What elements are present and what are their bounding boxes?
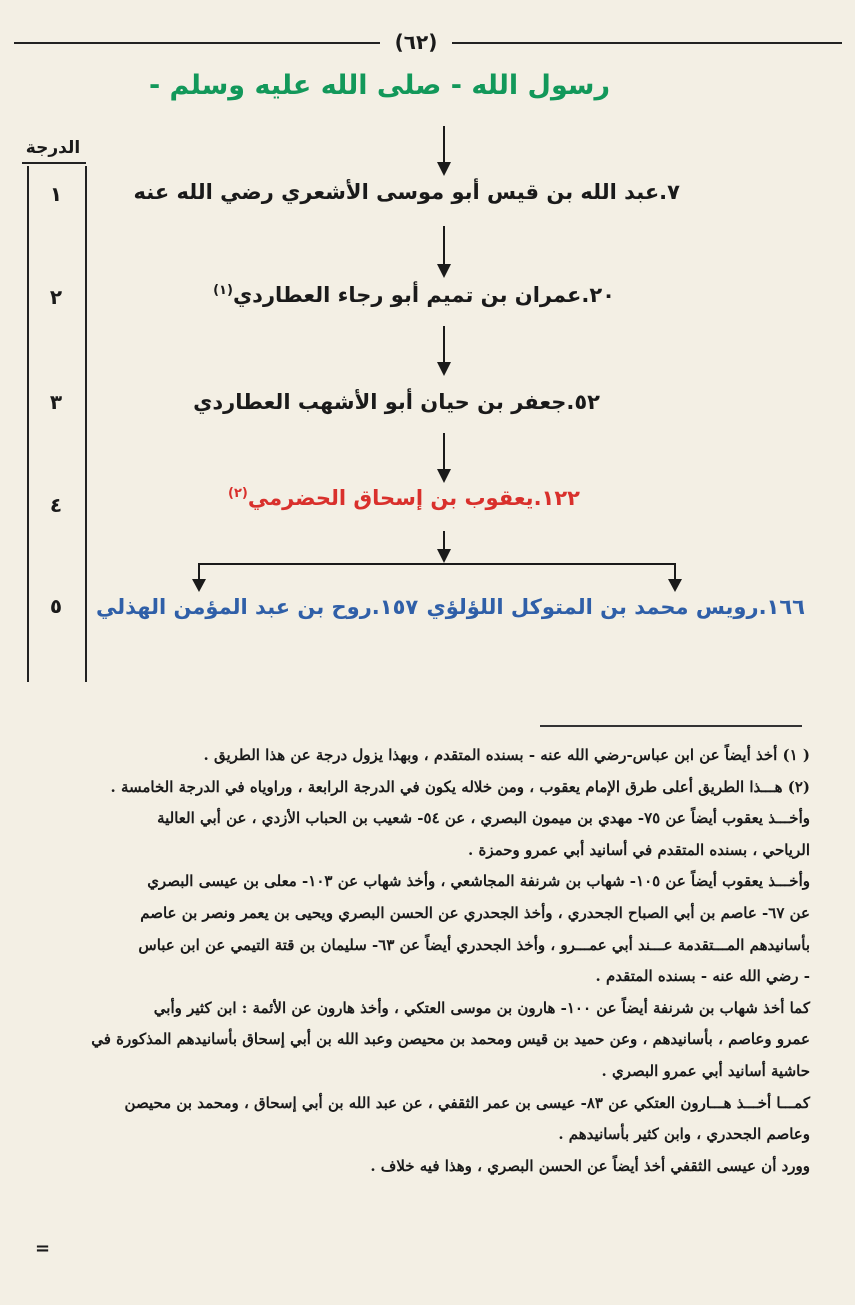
degree-4: ٤ <box>49 493 63 517</box>
degree-3: ٣ <box>49 390 63 414</box>
degree-column-right-border <box>85 166 87 682</box>
footnote-ref-2: (٢) <box>228 486 248 501</box>
chain-node-2: ٢٠.عمران بن تميم أبو رجاء العطاردي$^{(١)}$ <box>213 283 615 307</box>
footnote-line: حاشية أسانيد أبي عمرو البصري . <box>601 1061 810 1080</box>
degree-column-left-border <box>27 166 29 682</box>
header-rule-right <box>452 42 842 44</box>
down-arrow-icon <box>437 226 451 278</box>
footnote-line: وأخـــذ يعقوب أيضاً عن ٧٥- مهدي بن ميمون البصري ، عن ٥٤- شعيب بن الحباب الأزدي ، عن أبي العالية <box>157 809 810 828</box>
degree-column-header: الدرجة <box>25 138 81 158</box>
chain-title: رسول الله - صلى الله عليه وسلم - <box>148 70 610 101</box>
chain-node-4: ١٢٢.يعقوب بن إسحاق الحضرمي$^{(٢)}$ <box>228 486 580 510</box>
page-number: (٦٢) <box>394 30 438 54</box>
chain-node-5-right: ١٦٦.رويس محمد بن المتوكل اللؤلؤي <box>426 595 805 619</box>
down-arrow-icon <box>437 126 451 176</box>
footnote-line: كما أخذ شهاب بن شرنفة أيضاً عن ١٠٠- هارون بن موسى العتكي ، وأخذ هارون عن الأئمة : ابن كثير وأبي <box>153 998 810 1017</box>
footnotes <box>20 740 810 1182</box>
footnote-line: ( ١) أخذ أيضاً عن ابن عباس-رضي الله عنه - بسنده المتقدم ، وبهذا يزول درجة عن هذا الطريق . <box>203 746 810 764</box>
footnote-line: بأسانيدهم المـــتقدمة عـــند أبي عمـــرو ، وأخذ الجحدري أيضاً عن ٦٣- سليمان بن قتة التيمي عن ابن عباس <box>138 935 810 954</box>
branch-connector-left <box>198 563 200 579</box>
footnote-line: عمرو وعاصم ، بأسانيدهم ، وعن حميد بن قيس ومحمد بن محيصن وعبد الله بن أبي إسحاق بأسانيدهم المذكورة في <box>91 1030 810 1049</box>
down-arrow-icon <box>437 531 451 563</box>
footnote-ref-1: (١) <box>213 283 233 298</box>
chain-node-1: ٧.عبد الله بن قيس أبو موسى الأشعري رضي الله عنه <box>133 180 680 204</box>
footnote-line: (٢) هـــذا الطريق أعلى طرق الإمام يعقوب ، ومن خلاله يكون في الدرجة الرابعة ، وراوياه في الدرجة الخامسة . <box>110 777 810 796</box>
footnote-line: - رضي الله عنه - بسنده المتقدم . <box>595 967 810 986</box>
down-arrow-icon <box>437 326 451 376</box>
continuation-mark: = <box>35 1238 51 1259</box>
footnote-line: وعاصم الجحدري ، وابن كثير بأسانيدهم . <box>558 1125 810 1144</box>
footnote-line: كمـــا أخـــذ هـــارون العتكي عن ٨٣- عيسى بن عمر الثقفي ، عن عبد الله بن أبي إسحاق ، ومحمد بن محيصن <box>124 1093 810 1112</box>
down-arrow-icon <box>668 579 682 592</box>
page-header <box>14 30 842 54</box>
footnote-line: الرياحي ، بسنده المتقدم في أسانيد أبي عمرو وحمزة . <box>468 840 810 859</box>
branch-connector <box>198 563 675 565</box>
degree-2: ٢ <box>49 285 63 309</box>
down-arrow-icon <box>437 433 451 483</box>
branch-connector-right <box>674 563 676 579</box>
footnote-line: وورد أن عيسى الثقفي أخذ أيضاً عن الحسن البصري ، وهذا فيه خلاف . <box>370 1156 810 1175</box>
down-arrow-icon <box>192 579 206 592</box>
chain-node-3: ٥٢.جعفر بن حيان أبو الأشهب العطاردي <box>193 390 600 414</box>
footnote-line: عن ٦٧- عاصم بن أبي الصباح الجحدري ، وأخذ الجحدري عن الحسن البصري ويحيى بن يعمر ونصر بن عاصم <box>140 903 810 922</box>
degree-1: ١ <box>49 182 63 206</box>
degree-5: ٥ <box>49 594 63 618</box>
footnote-separator <box>540 725 802 727</box>
header-rule-left <box>14 42 380 44</box>
footnote-line: وأخـــذ يعقوب أيضاً عن ١٠٥- شهاب بن شرنفة المجاشعي ، وأخذ شهاب عن ١٠٣- معلى بن عيسى البصري <box>147 872 810 891</box>
degree-header-underline <box>22 162 86 164</box>
chain-node-5-left: ١٥٧.روح بن عبد المؤمن الهذلي <box>96 595 419 619</box>
